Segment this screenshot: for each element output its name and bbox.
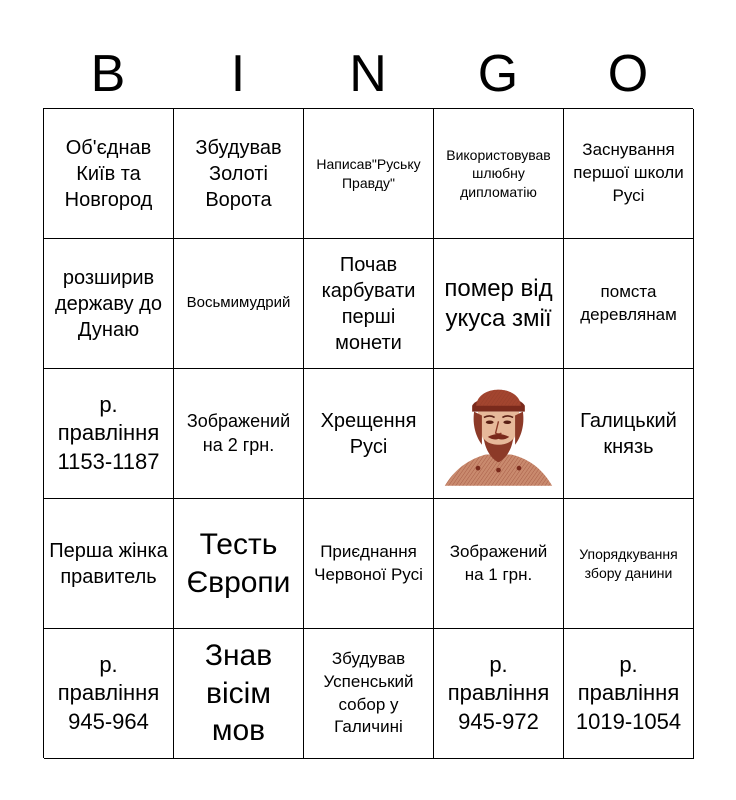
bingo-cell[interactable] — [174, 499, 304, 629]
bingo-cell[interactable] — [434, 239, 564, 369]
cell-text: р. правління 1019-1054 — [575, 651, 682, 734]
bingo-board — [43, 108, 693, 758]
bingo-cell[interactable] — [434, 629, 564, 759]
bingo-cell[interactable] — [174, 369, 304, 499]
bingo-cell[interactable] — [564, 109, 694, 239]
cell-text: Почав карбувати перші монети — [321, 253, 416, 354]
bingo-cell[interactable] — [564, 239, 694, 369]
cell-text: Галицький князь — [580, 409, 677, 458]
bingo-cell[interactable] — [44, 629, 174, 759]
header-letter-b: B — [90, 45, 126, 103]
cell-text: Знав вісім мов — [204, 639, 273, 748]
header-letter-o: O — [607, 45, 649, 103]
header-letter-n: N — [349, 45, 387, 103]
bingo-cell[interactable] — [44, 239, 174, 369]
cell-text: розширив державу до Дунаю — [55, 266, 162, 341]
header-letter-g: G — [477, 45, 519, 103]
cell-text: Тесть Європи — [186, 528, 291, 599]
cell-text: Об'єднав Київ та Новгород — [64, 136, 153, 211]
cell-text: помер від укуса змії — [444, 274, 553, 332]
bingo-cell[interactable] — [564, 629, 694, 759]
cell-text: помста деревлянам — [580, 281, 677, 324]
cell-text: Упорядкування збору данини — [579, 546, 678, 581]
bingo-cell[interactable] — [174, 109, 304, 239]
cell-text: Збудував Золоті Ворота — [195, 136, 282, 211]
bingo-cell[interactable] — [304, 629, 434, 759]
cell-text: Використовував шлюбну дипломатію — [446, 147, 551, 200]
bingo-cell[interactable] — [44, 109, 174, 239]
cell-text: Написав"Руську Правду" — [316, 156, 421, 191]
cell-text: Перша жінка правитель — [49, 539, 168, 588]
cell-text: Заснування першої школи Русі — [573, 140, 684, 205]
bingo-cell[interactable] — [174, 629, 304, 759]
bingo-cell[interactable] — [564, 369, 694, 499]
cell-text: р. правління 945-964 — [57, 651, 160, 734]
bingo-cell[interactable] — [434, 109, 564, 239]
bingo-cell[interactable] — [44, 369, 174, 499]
bingo-header — [43, 40, 693, 108]
bingo-cell[interactable] — [304, 369, 434, 499]
bingo-cell[interactable] — [304, 109, 434, 239]
bingo-cell[interactable] — [304, 499, 434, 629]
cell-text: Хрещення Русі — [320, 409, 417, 458]
cell-text: Збудував Успенський собор у Галичині — [323, 648, 414, 737]
cell-text: Зображений на 2 грн. — [186, 411, 291, 455]
cell-text: Зображений на 1 грн. — [449, 541, 548, 584]
bingo-cell[interactable] — [304, 239, 434, 369]
cell-text: Приєднання Червоної Русі — [314, 541, 423, 584]
bingo-cell[interactable] — [434, 499, 564, 629]
cell-text: р. правління 945-972 — [447, 651, 550, 734]
bingo-cell[interactable] — [564, 499, 694, 629]
header-letter-i: I — [230, 45, 246, 103]
cell-text: Восьмимудрий — [186, 294, 291, 312]
bingo-cell-free-space[interactable] — [434, 369, 564, 499]
cell-text: р. правління 1153-1187 — [57, 391, 160, 474]
bingo-cell[interactable] — [174, 239, 304, 369]
prince-portrait-image — [439, 375, 558, 493]
bingo-cell[interactable] — [44, 499, 174, 629]
